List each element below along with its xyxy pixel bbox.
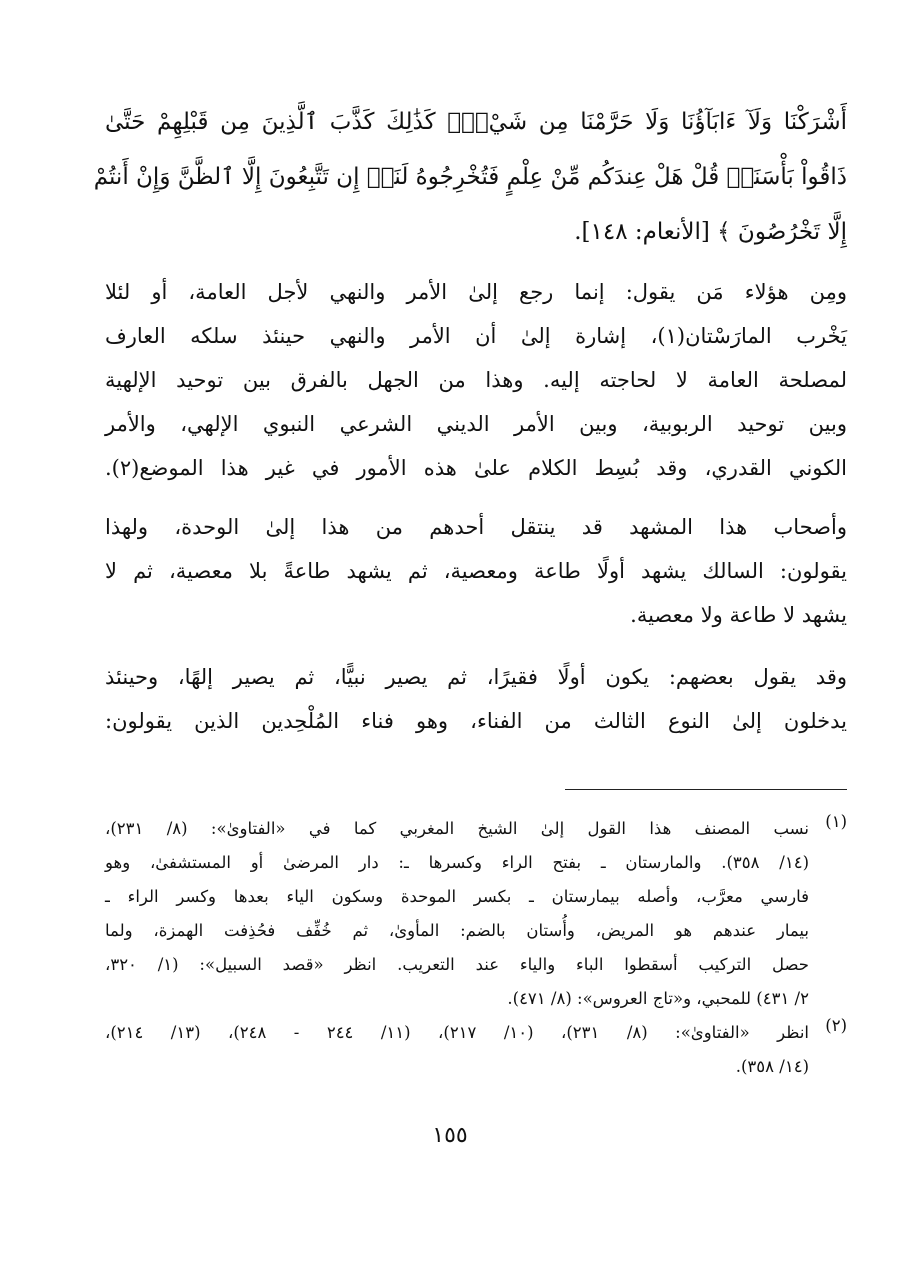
footnote-line: ٢/ ٤٣١) للمحبي، و«تاج العروس»: (٨/ ٤٧١). bbox=[507, 989, 809, 1008]
footnote-number: (١) bbox=[825, 812, 847, 831]
footnote-line: انظر «الفتاوىٰ»: (٨/ ٢٣١)، (١٠/ ٢١٧)، (١١/ ٢٤٤ - ٢٤٨)، (١٣/ ٢١٤)، bbox=[105, 1023, 809, 1042]
footnote-line: حصل التركيب أسقطوا الباء والياء عند التعريب. انظر «قصد السبيل»: (١/ ٣٢٠، bbox=[105, 955, 809, 974]
text-line: ومِن هؤلاء مَن يقول: إنما رجع إلىٰ الأمر والنهي لأجل العامة، أو لئلا bbox=[105, 280, 847, 304]
footnote-number: (٢) bbox=[825, 1016, 847, 1035]
footnote-1 bbox=[105, 812, 847, 1016]
text-line: يَخْرب المارَسْتان(١)، إشارة إلىٰ أن الأمر والنهي حينئذ سلكه العارف bbox=[105, 324, 847, 348]
text-line: يشهد لا طاعة ولا معصية. bbox=[630, 603, 847, 627]
text-line: وبين توحيد الربوبية، وبين الأمر الديني الشرعي النبوي الإلهي، والأمر bbox=[105, 412, 847, 436]
text-line: لمصلحة العامة لا لحاجته إليه. وهذا من الجهل بالفرق بين توحيد الإلهية bbox=[105, 368, 847, 392]
verse-line: ذَاقُواْ بَأْسَنَاۗ قُلْ هَلْ عِندَكُم مِّنْ عِلْمٍ فَتُخْرِجُوهُ لَنَآۖ إِن تَتَّبِعُونَ إِلَّا ٱلظَّنَّ وَإِنْ أَنتُمْ bbox=[93, 164, 847, 190]
footnote-line: بيمار عندهم هو المريض، وأُستان بالضم: المأوىٰ، ثم خُفِّف فحُذِفت الهمزة، ولما bbox=[105, 921, 809, 940]
text-line: وأصحاب هذا المشهد قد ينتقل أحدهم من هذا إلىٰ الوحدة، ولهذا bbox=[105, 515, 847, 539]
footnote-line: فارسي معرَّب، وأصله بيمارستان ـ بكسر الموحدة وسكون الياء بعدها وكسر الراء ـ bbox=[105, 887, 809, 906]
footnote-line: نسب المصنف هذا القول إلىٰ الشيخ المغربي كما في «الفتاوىٰ»: (٨/ ٢٣١)، bbox=[105, 819, 809, 838]
verse-line: أَشْرَكْنَا وَلَآ ءَابَآؤُنَا وَلَا حَرَّمْنَا مِن شَيْءٍۚ كَذَٰلِكَ كَذَّبَ ٱلَّذِينَ مِن قَبْلِهِمْ حَتَّىٰ bbox=[105, 109, 847, 135]
quran-verse bbox=[93, 95, 847, 260]
page-number: ١٥٥ bbox=[432, 1123, 468, 1148]
footnote-separator bbox=[565, 789, 847, 790]
text-line: الكوني القدري، وقد بُسِط الكلام علىٰ هذه الأمور في غير هذا الموضع(٢). bbox=[105, 456, 847, 480]
footnote-line: (١٤/ ٣٥٨). والمارستان ـ بفتح الراء وكسرها ـ: دار المرضىٰ أو المستشفىٰ، وهو bbox=[105, 853, 809, 872]
footnote-line: (١٤/ ٣٥٨). bbox=[735, 1057, 809, 1076]
paragraph bbox=[105, 270, 847, 490]
footnote-2 bbox=[105, 1016, 847, 1084]
text-line: يدخلون إلىٰ النوع الثالث من الفناء، وهو فناء المُلْحِدين الذين يقولون: bbox=[105, 709, 847, 733]
paragraph bbox=[105, 655, 847, 743]
text-line: يقولون: السالك يشهد أولًا طاعة ومعصية، ثم يشهد طاعةً بلا معصية، ثم لا bbox=[105, 559, 847, 583]
text-line: وقد يقول بعضهم: يكون أولًا فقيرًا، ثم يصير نبيًّا، ثم يصير إلهًا، وحينئذ bbox=[105, 665, 847, 689]
paragraph bbox=[105, 505, 847, 637]
verse-line: إِلَّا تَخْرُصُونَ ﴾ [الأنعام: ١٤٨]. bbox=[574, 219, 847, 245]
footnotes bbox=[105, 812, 847, 1084]
